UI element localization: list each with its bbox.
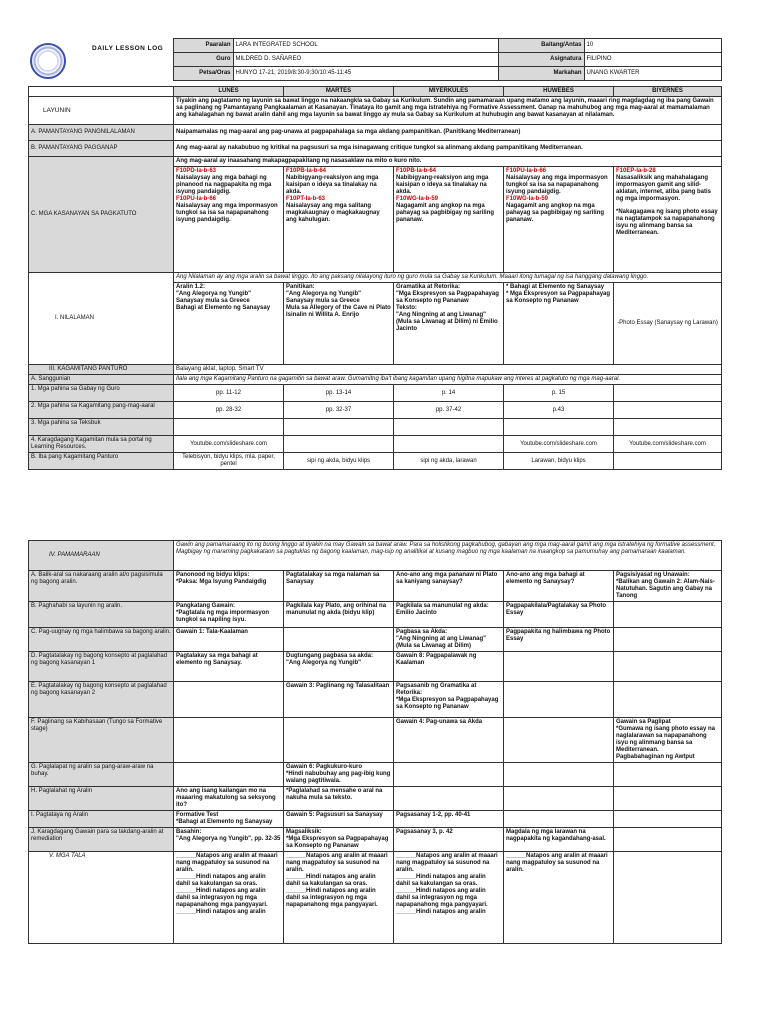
pamamaraan-cell: [614, 811, 722, 828]
pamamaraan-cell: [504, 763, 614, 787]
sanggunian-cell: [284, 436, 394, 453]
nilalaman-line: Sanaysay mula sa Greece: [176, 298, 250, 304]
sanggunian-cell: pp. 37-42: [394, 402, 504, 419]
layunin-text: Tiyakin ang pagtatamo ng layunin sa bawat linggo na nakaangkla sa Gabay sa Kurikulum. Sundin ang pamamaraan upang matamo ang layunin, maaari ring magdagdag ng iba pang Gawain sa paglinang ng Pamantayang Pangkaalaman at Kasanayan. Tinataya ito gamit ang mga istratehiya ng Formative Assessment. Ganap na mahuhubog ang mga mag-aaral at mamamalaman ang kahalagahan ng bawat aralin dahil ang mga layunin sa bawat linggo ay mula sa Gabay sa Kurikulum at huhubugin ang bawat kasanayan at nilalaman.: [174, 97, 722, 125]
sanggunian-row: [29, 402, 722, 419]
cell-line: Pagpapakita ng halimbawa ng Photo Essay: [506, 629, 611, 642]
pamamaraan-cell: [504, 718, 614, 763]
cell-line: Gawain 6: Pagkukuro-kuro: [286, 764, 363, 770]
sanggunian-cell: [394, 436, 504, 453]
asignatura-value: FILIPINO: [584, 53, 721, 67]
cell-line: *Paglalahad sa mensahe o aral na nakuha mula sa teksto.: [286, 788, 383, 801]
sanggunian-cell: [614, 419, 722, 436]
pamantayang-pangnilalaman-text: Naipamamalas ng mag-aaral ang pag-unawa at pagpapahalaga sa mga akdang pampanitikan. (Panitikang Mediterranean): [174, 125, 722, 141]
nilalaman-line: Aralin 1.2:: [176, 284, 206, 290]
pamamaraan-row: [29, 602, 722, 628]
sanggunian-cell: Telebisyon, bidyu klips, mla. paper, pentel: [174, 453, 284, 470]
cell-line: ______Natapos ang aralin at maaari nang magpatuloy sa susunod na aralin.: [396, 853, 498, 873]
kasanayan-cell: [284, 167, 394, 273]
pamamaraan-cell: [394, 652, 504, 682]
cell-line: *Paksa: Mga Isyung Pandaigdig: [176, 579, 267, 585]
competency-text: Naisalaysay ang mga impormasyon tungkol sa isa sa napapanahong isyung pandaigdig.: [506, 175, 608, 195]
pamamaraan-row: [29, 828, 722, 852]
competency-text: *Nakagagawa ng isang photo essay na nagtatampok sa napapanahong isyu ng alinmang bansa sa Mediterranean.: [616, 209, 718, 236]
cell-line: ______Natapos ang aralin at maaari nang magpatuloy sa susunod na aralin.: [176, 853, 278, 873]
sanggunian-cell: Youtube.com/slideshare.com: [504, 436, 614, 453]
cell-line: Pagkilala kay Plato, ang orihinal na manunulat ng akda (bidyu klip): [286, 603, 387, 616]
kagamitan-label: III. KAGAMITANG PANTURO: [29, 365, 174, 375]
guro-label: Guro: [173, 53, 233, 67]
pamamaraan-row-label: C. Pag-uugnay ng mga halimbawa sa bagong aralin.: [29, 628, 174, 652]
pamamaraan-cell: [394, 787, 504, 811]
pamamaraan-cell: [284, 571, 394, 602]
baitang-label: Baitang/Antas: [498, 39, 584, 53]
pamamaraan-cell: [174, 828, 284, 852]
lesson-table-2: [28, 540, 722, 944]
competency-text: Nagagamit ang angkop na mga pahayag sa pagbibigay ng sariling pananaw.: [396, 203, 495, 223]
cell-line: Pagbasa sa Akda:: [396, 629, 448, 635]
nilalaman-line: Isinalin ni Willita A. Enrijo: [286, 312, 360, 318]
cell-line: Pagpapakilala/Pagtalakay sa Photo Essay: [506, 603, 607, 616]
pamamaraan-row-label: D. Pagtatalakay ng bagong konsepto at paglalahad ng bagong kasanayan 1: [29, 652, 174, 682]
competency-text: Nasasaliksik ang mahahalagang impormasyon gamit ang silid-aklatan, internet, atiba pang batis ng mga impormasyon.: [616, 175, 712, 202]
pamamaraan-cell: [504, 652, 614, 682]
cell-line: Pagbabahaginan ng Awtput: [616, 754, 695, 760]
day-huwebes: HUWEBES: [504, 87, 614, 97]
sanggunian-row-label: 3. Mga pahina sa Teksbuk: [29, 419, 174, 436]
cell-line: Magdala ng mga larawan na nagpapakita ng kagandahang-asal.: [506, 829, 606, 842]
competency-code: F10PU-Ia-b-66: [506, 168, 547, 174]
page-two: [28, 540, 721, 944]
pamamaraan-row: [29, 628, 722, 652]
pamamaraan-cell: [394, 602, 504, 628]
pamamaraan-cell: [614, 787, 722, 811]
competency-code: F10WG-Ia-b-59: [506, 196, 549, 202]
cell-line: ______Natapos ang aralin at maaari nang magpatuloy sa susunod na aralin.: [506, 853, 608, 873]
competency-code: F10PU-Ia-b-66: [176, 196, 217, 202]
pamamaraan-cell: [174, 787, 284, 811]
paaralan-value: LARA INTEGRATED SCHOOL: [233, 39, 498, 53]
tala-cell: [284, 852, 394, 944]
nilalaman-line: * Mga Ekspresyon sa Pagpapahayag sa Konsepto ng Pananaw: [506, 291, 611, 304]
kasanayan-label: C. MGA KASANAYAN SA PAGKATUTO: [29, 157, 174, 273]
competency-code: F10PB-Ia-b-64: [286, 168, 327, 174]
sanggunian-row: [29, 436, 722, 453]
nilalaman-line: "Ang Alegorya ng Yungib": [286, 291, 362, 297]
pamamaraan-cell: [394, 682, 504, 718]
lesson-table-1: [28, 86, 722, 470]
sanggunian-cell: Youtube.com/slideshare.com: [614, 436, 722, 453]
pamamaraan-label: IV. PAMAMARAAN: [29, 541, 174, 571]
cell-line: ______Hindi natapos ang aralin dahil sa kakulangan sa oras.: [396, 874, 486, 887]
kasanayan-cell: [174, 167, 284, 273]
sanggunian-cell: [614, 385, 722, 402]
pamamaraan-row-label: J. Karagdagang Gawain para sa takdang-aralin at remediation: [29, 828, 174, 852]
cell-line: Pagsisiyasat ng Unawain:: [616, 572, 690, 578]
pamamaraan-cell: [394, 828, 504, 852]
sanggunian-cell: [174, 419, 284, 436]
sanggunian-row-label: 4. Karagdagang Kagamitan mula sa portal ng Learning Resources.: [29, 436, 174, 453]
pamamaraan-cell: [394, 571, 504, 602]
pamamaraan-cell: [174, 763, 284, 787]
cell-line: Ano-ano ang mga bahagi at elemento ng Sanaysay?: [506, 572, 585, 585]
nilalaman-line: "Ang Ningning at ang Liwanag": [396, 312, 487, 318]
pamamaraan-cell: [174, 652, 284, 682]
pamamaraan-cell: [614, 602, 722, 628]
pamamaraan-row-label: G. Paglalapat ng aralin sa pang-araw-araw na buhay.: [29, 763, 174, 787]
cell-line: Gawain 3: Paglinang ng Talasalitaan: [286, 683, 390, 689]
pamamaraan-cell: [284, 718, 394, 763]
sanggunian-row: [29, 419, 722, 436]
paaralan-label: Paaralan: [173, 39, 233, 53]
page-one: [28, 38, 721, 470]
cell-line: *Pagtatala ng mga impormasyon tungkol sa napiling isyu.: [176, 610, 270, 623]
nilalaman-cell: [614, 283, 722, 365]
pamamaraan-cell: [504, 811, 614, 828]
pamamaraan-row: [29, 682, 722, 718]
tala-cell: [614, 852, 722, 944]
cell-line: ______Hindi natapos ang aralin dahil sa integrasyon ng mga napapanahong mga pangyayari.: [286, 888, 378, 908]
pamamaraan-cell: [174, 718, 284, 763]
pamamaraan-cell: [284, 828, 394, 852]
pamamaraan-cell: [284, 652, 394, 682]
sanggunian-cell: Youtube.com/slideshare.com: [174, 436, 284, 453]
cell-line: Pagtalakay sa mga bahagi at elemento ng Sanaysay.: [176, 653, 258, 666]
competency-code: F10EP-Ia-b-28: [616, 168, 656, 174]
day-martes: MARTES: [284, 87, 394, 97]
sanggunian-cell: [394, 419, 504, 436]
cell-line: Dugtungang pagbasa sa akda:: [286, 653, 374, 659]
nilalaman-label: I. NILALAMAN: [29, 273, 174, 365]
cell-line: Basahin:: [176, 829, 202, 835]
cell-line: Gawain 1: Tala-Kaalaman: [176, 629, 248, 635]
cell-line: Pagsasanay 3, p. 42: [396, 829, 453, 835]
competency-code: F10PT-Ia-b-63: [286, 196, 326, 202]
nilalaman-line: Bahagi at Elemento ng Sanaysay: [176, 305, 271, 311]
competency-text: Naisalaysay ang mga impormasyon tungkol sa isa sa napapanahong isyung pandaigdig.: [176, 203, 278, 223]
pamamaraan-cell: [614, 571, 722, 602]
cell-line: "Ang Ningning at ang Liwanag": [396, 636, 487, 642]
pamamaraan-cell: [614, 828, 722, 852]
cell-line: ______Hindi natapos ang aralin: [396, 909, 486, 915]
day-biyernes: BIYERNES: [614, 87, 722, 97]
day-miyerkules: MIYERKULES: [394, 87, 504, 97]
kasanayan-cell: [614, 167, 722, 273]
pamamaraan-cell: [174, 811, 284, 828]
sanggunian-cell: [284, 419, 394, 436]
pamamaraan-cell: [614, 718, 722, 763]
pamantayang-pagganap-label: B. PAMANTAYANG PAGGANAP: [29, 141, 174, 157]
sanggunian-cell: [614, 402, 722, 419]
cell-line: Panonood ng bidyu klips:: [176, 572, 250, 578]
nilalaman-line: Sanaysay mula sa Greece: [286, 298, 360, 304]
pamamaraan-row: [29, 763, 722, 787]
nilalaman-line: "Mga Ekspresyon sa Pagpapahayag sa Konsepto ng Pananaw: [396, 291, 499, 304]
pamamaraan-cell: [284, 682, 394, 718]
competency-text: Nabibigyang-reaksiyon ang mga kaisipan o ideya sa tinalakay na akda.: [396, 175, 489, 195]
layunin-label: LAYUNIN: [29, 97, 174, 125]
nilalaman-cell: [174, 283, 284, 365]
pamamaraan-cell: [504, 682, 614, 718]
sanggunian-label: A. Sanggunian: [29, 375, 174, 385]
cell-line: *Gumawa ng isang photo essay na naglalarawan sa napapanahong isyu ng alinmang bansa sa Mediterranean.: [616, 726, 716, 753]
cell-line: Pagsasanay 1-2, pp. 40-41: [396, 812, 471, 818]
pamamaraan-cell: [174, 628, 284, 652]
pamamaraan-row: [29, 571, 722, 602]
sanggunian-cell: pp. 11-12: [174, 385, 284, 402]
nilalaman-line: Mula sa Allegory of the Cave ni Plato: [286, 305, 391, 311]
petsa-value: HUNYO 17-21, 2019/8:30-9:30/10:45-11:45: [233, 67, 498, 81]
pamamaraan-row-label: B. Paghahabi sa layunin ng aralin.: [29, 602, 174, 628]
cell-line: *Balikan ang Gawain 2: Alam-Nais-Natutuhan. Sagutin ang Gabay na Tanong: [616, 579, 715, 599]
pamamaraan-row: [29, 811, 722, 828]
cell-line: ______Natapos ang aralin at maaari nang magpatuloy sa susunod na aralin.: [286, 853, 388, 873]
asignatura-label: Asignatura: [498, 53, 584, 67]
cell-line: Magsaliksik:: [286, 829, 322, 835]
pamamaraan-cell: [504, 571, 614, 602]
pamamaraan-cell: [284, 787, 394, 811]
nilalaman-line: * Bahagi at Elemento ng Sanaysay: [506, 284, 605, 290]
cell-line: Formative Test: [176, 812, 219, 818]
day-lunes: LUNES: [174, 87, 284, 97]
sanggunian-cell: [504, 419, 614, 436]
kasanayan-top: Ang mag-aaral ay inaasahang makapagpapakitang ng nasasaklaw na mito o kuro nito.: [174, 157, 722, 167]
tala-label: V. MGA TALA: [29, 852, 174, 944]
pamamaraan-cell: [394, 811, 504, 828]
sanggunian-rows: [29, 385, 722, 470]
tala-cell: [504, 852, 614, 944]
pamantayang-pagganap-text: Ang mag-aaral ay nakabubuo ng kritikal na pagsusuri sa mga isinagawang critique tungkol sa alinmang akdang pampanitikang Mediterranean.: [174, 141, 722, 157]
dll-title: DAILY LESSON LOG: [92, 45, 164, 52]
tala-cell: [394, 852, 504, 944]
sanggunian-row-label: B. Iba pang Kagamitang Panturo: [29, 453, 174, 470]
cell-line: Ano-ano ang mga pananaw ni Plato sa kaniyang sanaysay?: [396, 572, 498, 585]
petsa-label: Petsa/Oras: [173, 67, 233, 81]
nilalaman-cell: [394, 283, 504, 365]
sanggunian-row: [29, 453, 722, 470]
sanggunian-cell: p.43: [504, 402, 614, 419]
cell-line: Gawain 8: Pagpapalawak ng Kaalaman: [396, 653, 477, 666]
pamamaraan-row-label: F. Paglinang sa Kabihasaan (Tungo sa Formative stage): [29, 718, 174, 763]
cell-line: "Ang Alegorya ng Yungib": [286, 660, 362, 666]
markahan-value: UNANG KWARTER: [584, 67, 721, 81]
pamamaraan-row: [29, 787, 722, 811]
pamamaraan-steps: [29, 571, 722, 852]
cell-line: Pagtatalakay sa mga nalaman sa Sanaysay: [286, 572, 380, 585]
pamamaraan-cell: [614, 682, 722, 718]
cell-line: ______Hindi natapos ang aralin: [176, 909, 266, 915]
pamamaraan-row-label: I. Pagtataya ng Aralin: [29, 811, 174, 828]
pamamaraan-cell: [284, 811, 394, 828]
kagamitan-text: Balayang aklat, laptop, Smart TV: [174, 365, 722, 375]
pamamaraan-row: [29, 718, 722, 763]
kasanayan-cell: [394, 167, 504, 273]
sanggunian-cell: sipi ng akda, bidyu klips: [284, 453, 394, 470]
pamamaraan-cell: [504, 628, 614, 652]
cell-line: (Mula sa Liwanag at Dilim): [396, 643, 472, 649]
cell-line: Ano ang isang kailangan mo na maaaring makatulong sa seksyong ito?: [176, 788, 276, 808]
sanggunian-cell: sipi ng akda, larawan: [394, 453, 504, 470]
cell-line: *Mga Ekspresyon sa Pagpapahayag sa Konsepto ng Pananaw: [396, 697, 499, 710]
pamamaraan-cell: [614, 652, 722, 682]
pamamaraan-row: [29, 652, 722, 682]
sanggunian-cell: Larawan, bidyu klips: [504, 453, 614, 470]
markahan-label: Markahan: [498, 67, 584, 81]
sanggunian-cell: pp. 28-32: [174, 402, 284, 419]
pamantayang-pangnilalaman-label: A. PAMANTAYANG PANGNILALAMAN: [29, 125, 174, 141]
cell-line: Pangkatang Gawain:: [176, 603, 236, 609]
pamamaraan-cell: [284, 602, 394, 628]
pamamaraan-cell: [394, 763, 504, 787]
pamamaraan-cell: [174, 571, 284, 602]
cell-line: Gawain 5: Pagsusuri sa Sanaysay: [286, 812, 383, 818]
pamamaraan-cell: [284, 628, 394, 652]
nilalaman-line: -Photo Essay (Sanaysay ng Larawan): [617, 320, 718, 326]
nilalaman-line: Panitikan:: [286, 284, 315, 290]
pamamaraan-row-label: A. Balik-aral sa nakaraang aralin at/o pagsisimula ng bagong aralin.: [29, 571, 174, 602]
competency-code: F10PD-Ia-b-63: [176, 168, 217, 174]
sanggunian-cell: pp. 32-37: [284, 402, 394, 419]
nilalaman-line: Gramatika at Retorika:: [396, 284, 461, 290]
cell-line: ______Hindi natapos ang aralin dahil sa kakulangan sa oras.: [176, 874, 266, 887]
pamamaraan-cell: [614, 763, 722, 787]
nilalaman-line: Teksto:: [396, 305, 417, 311]
nilalaman-top: Ang Nilalaman ay ang mga aralin sa bawat linggo. Ito ang paksang nilalayong ituro ng guro mula sa Gabay sa Kurikulum. Maaari itong tumagal ng isa hanggang dalawang linggo.: [174, 273, 722, 283]
pamamaraan-cell: [174, 602, 284, 628]
cell-line: ______Hindi natapos ang aralin dahil sa kakulangan sa oras.: [286, 874, 376, 887]
cell-line: "Ang Alegorya ng Yungib", pp. 32-35: [176, 836, 281, 842]
sanggunian-cell: p. 14: [394, 385, 504, 402]
cell-line: Gawain sa Paglipat: [616, 719, 671, 725]
guro-value: MILDRED D. SAÑAREO: [233, 53, 498, 67]
pamamaraan-cell: [394, 628, 504, 652]
cell-line: *Hindi nabubuhay ang pag-ibig kung walang pagtitiwala.: [286, 771, 391, 784]
nilalaman-line: (Mula sa Liwanag at Dilim) ni Emilio Jacinto: [396, 319, 498, 332]
pamamaraan-text: Gawin ang pamamaraang ito ng buong linggo at tiyakin na may Gawain sa bawat araw. Para sa holistikong pagkahubog, gabayan ang mga mag-aaral gamit ang mga istratehiya ng formative assessment. Magbigay ng maraming pagkakataon sa pagtuklas ng bagong kaalaman, mag-isip ng analitikal at kusang magbuo ng mga kaalaman na inaangkop sa pamumuhay ang pamamaraan kaalaman.: [174, 541, 722, 571]
competency-code: F10PB-Ia-b-64: [396, 168, 437, 174]
header-table: [28, 38, 722, 81]
pamamaraan-cell: [504, 828, 614, 852]
kasanayan-cell: [504, 167, 614, 273]
cell-line: Gawain 4: Pag-unawa sa Akda: [396, 719, 483, 725]
pamamaraan-row-label: E. Pagtatalakay ng bagong konsepto at paglalahad ng bagong kasanayan 2: [29, 682, 174, 718]
cell-line: Pagsasanib ng Gramatika at Retorika:: [396, 683, 477, 696]
nilalaman-line: "Ang Alegorya ng Yungib": [176, 291, 252, 297]
sanggunian-row-label: 1. Mga pahina sa Gabay ng Guro: [29, 385, 174, 402]
competency-code: F10WG-Ia-b-59: [396, 196, 439, 202]
competency-text: Naisalaysay ang mga salitang magkakaugnay o magkakaugnay ang kahulugan.: [286, 203, 380, 223]
competency-text: Naisalaysay ang mga bahagi ng pinanood na nagpapakita ng mga isyung pandaigdig.: [176, 175, 272, 195]
cell-line: ______Hindi natapos ang aralin dahil sa integrasyon ng mga napapanahong mga pangyayari.: [396, 888, 488, 908]
sanggunian-row: [29, 385, 722, 402]
cell-line: Pagkilala sa manunulat ng akda: Emilio Jacinto: [396, 603, 489, 616]
nilalaman-cell: [504, 283, 614, 365]
sanggunian-cell: [614, 453, 722, 470]
cell-line: *Mga Ekspresyon sa Pagpapahayag sa Konsepto ng Pananaw: [286, 836, 389, 849]
pamamaraan-cell: [174, 682, 284, 718]
pamamaraan-cell: [284, 763, 394, 787]
competency-text: Nagagamit ang angkop na mga pahayag sa pagbibigay ng sariling pananaw.: [506, 203, 605, 223]
cell-line: *Bahagi at Elemento ng Sanaysay: [176, 819, 273, 825]
pamamaraan-cell: [504, 602, 614, 628]
pamamaraan-cell: [394, 718, 504, 763]
sanggunian-cell: p. 15: [504, 385, 614, 402]
baitang-value: 10: [584, 39, 721, 53]
pamamaraan-cell: [504, 787, 614, 811]
cell-line: ______Hindi natapos ang aralin dahil sa integrasyon ng mga napapanahong mga pangyayari.: [176, 888, 268, 908]
nilalaman-cell: [284, 283, 394, 365]
sanggunian-text: Ilala ang mga Kagamitang Panturo na gagamitin sa bawat araw. Gumamitng iba't ibang kagamitan upang higitna mapukaw ang interes at pagkatuto ng mga mag-aaral.: [174, 375, 722, 385]
tala-cell: [174, 852, 284, 944]
sanggunian-row-label: 2. Mga pahina sa Kagamitang pang-mag-aaral: [29, 402, 174, 419]
pamamaraan-row-label: H. Paglalahat ng Aralin: [29, 787, 174, 811]
sanggunian-cell: pp. 13-14: [284, 385, 394, 402]
pamamaraan-cell: [614, 628, 722, 652]
tala-row: [29, 852, 722, 944]
competency-text: Nabibigyang-reaksiyon ang mga kaisipan o ideya sa tinalakay na akda.: [286, 175, 379, 195]
